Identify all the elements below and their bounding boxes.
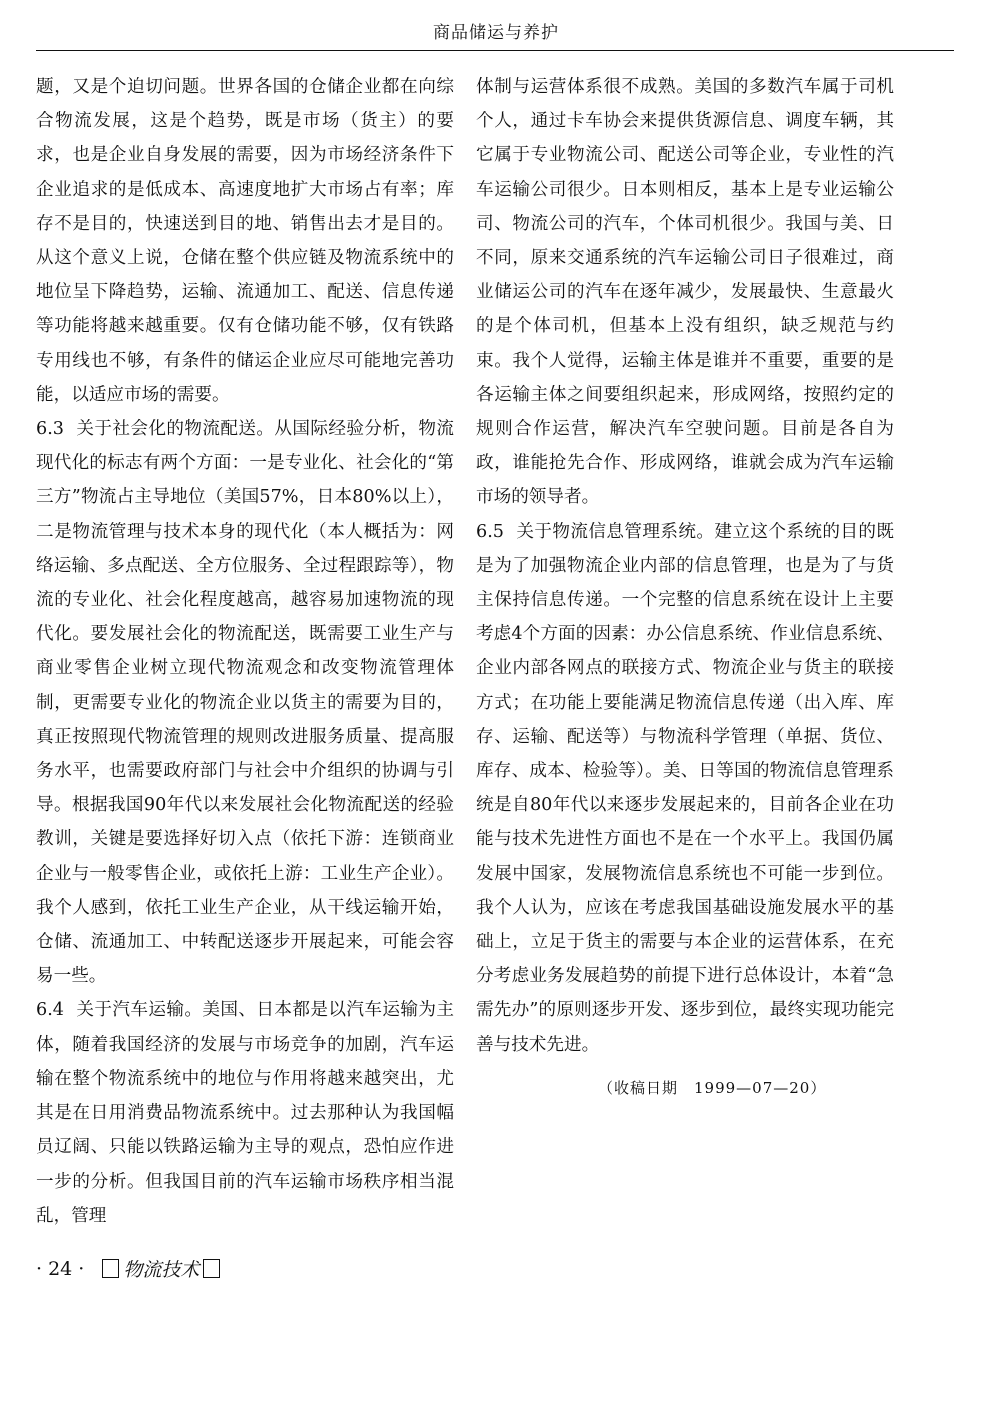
square-ornament-icon <box>102 1259 119 1278</box>
page-number: · 24 · <box>36 1257 85 1280</box>
square-ornament-icon <box>203 1259 220 1278</box>
page-footer <box>36 1255 224 1282</box>
section-body: 美国、日本都是以汽车运输为主体，随着我国经济的发展与市场竞争的加剧，汽车运输在整个物流系统中的地位与作用将越来越突出，尤其是在日用消费品物流系统中。过去那种认为我国幅员辽阔、只能以铁路运输为主导的观点，恐怕应作进一步的分析。但我国目前的汽车运输市场秩序相当混乱，管理 <box>36 1000 454 1226</box>
section-title: 关于汽车运输。 <box>75 1000 203 1021</box>
section-number: 6.4 <box>36 1000 64 1021</box>
section-6-3 <box>36 412 454 993</box>
left-column <box>36 70 454 1233</box>
journal-name: 物流技术 <box>123 1259 200 1281</box>
header-rule <box>36 50 954 51</box>
section-body: 从国际经验分析，物流现代化的标志有两个方面：一是专业化、社会化的“第三方”物流占主导地位（美国57%，日本80%以上），二是物流管理与技术本身的现代化（本人概括为：网络运输、多点配送、全方位服务、全过程跟踪等），物流的专业化、社会化程度越高，越容易加速物流的现代化。要发展社会化的物流配送，既需要工业生产与商业零售企业树立现代物流观念和改变物流管理体制，更需要专业化的物流企业以货主的需要为目的，真正按照现代物流管理的规则改进服务质量、提高服务水平，也需要政府部门与社会中介组织的协调与引导。根据我国90年代以来发展社会化物流配送的经验教训，关键是要选择好切入点（依托下游：连锁商业企业与一般零售企业，或依托上游：工业生产企业）。我个人感到，依托工业生产企业，从干线运输开始，仓储、流通加工、中转配送逐步开展起来，可能会容易一些。 <box>36 419 454 987</box>
right-column <box>476 70 894 1062</box>
section-title: 关于社会化的物流配送。 <box>75 419 275 440</box>
section-6-4 <box>36 993 454 1232</box>
received-date: （收稿日期 1999—07—20） <box>598 1079 827 1097</box>
section-number: 6.5 <box>476 521 504 542</box>
section-title: 关于物流信息管理系统。 <box>515 521 715 542</box>
section-6-5 <box>476 515 894 1062</box>
paragraph-continued: 体制与运营体系很不成熟。美国的多数汽车属于司机个人，通过卡车协会来提供货源信息、调度车辆，其它属于专业物流公司、配送公司等企业，专业性的汽车运输公司很少。日本则相反，基本上是专业运输公司、物流公司的汽车，个体司机很少。我国与美、日不同，原来交通系统的汽车运输公司日子很难过，商业储运公司的汽车在逐年减少，发展最快、生意最火的是个体司机，但基本上没有组织，缺乏规范与约束。我个人觉得，运输主体是谁并不重要，重要的是各运输主体之间要组织起来，形成网络，按照约定的规则合作运营，解决汽车空驶问题。目前是各自为政，谁能抢先合作、形成网络，谁就会成为汽车运输市场的领导者。 <box>476 77 894 508</box>
running-header: 商品储运与养护 <box>433 23 559 43</box>
paragraph-continued: 题，又是个迫切问题。世界各国的仓储企业都在向综合物流发展，这是个趋势，既是市场（货主）的要求，也是企业自身发展的需要，因为市场经济条件下企业追求的是低成本、高速度地扩大市场占有率；库存不是目的，快速送到目的地、销售出去才是目的。从这个意义上说，仓储在整个供应链及物流系统中的地位呈下降趋势，运输、流通加工、配送、信息传递等功能将越来越重要。仅有仓储功能不够，仅有铁路专用线也不够，有条件的储运企业应尽可能地完善功能，以适应市场的需要。 <box>36 77 454 405</box>
section-number: 6.3 <box>36 419 64 440</box>
section-body: 建立这个系统的目的既是为了加强物流企业内部的信息管理，也是为了与货主保持信息传递。一个完整的信息系统在设计上主要考虑4个方面的因素：办公信息系统、作业信息系统、企业内部各网点的联接方式、物流企业与货主的联接方式；在功能上要能满足物流信息传递（出入库、库存、运输、配送等）与物流科学管理（单据、货位、库存、成本、检验等）。美、日等国的物流信息管理系统是自80年代以来逐步发展起来的，目前各企业在功能与技术先进性方面也不是在一个水平上。我国仍属发展中国家，发展物流信息系统也不可能一步到位。我个人认为，应该在考虑我国基础设施发展水平的基础上，立足于货主的需要与本企业的运营体系，在充分考虑业务发展趋势的前提下进行总体设计，本着“急需先办”的原则逐步开发、逐步到位，最终实现功能完善与技术先进。 <box>476 521 894 1055</box>
